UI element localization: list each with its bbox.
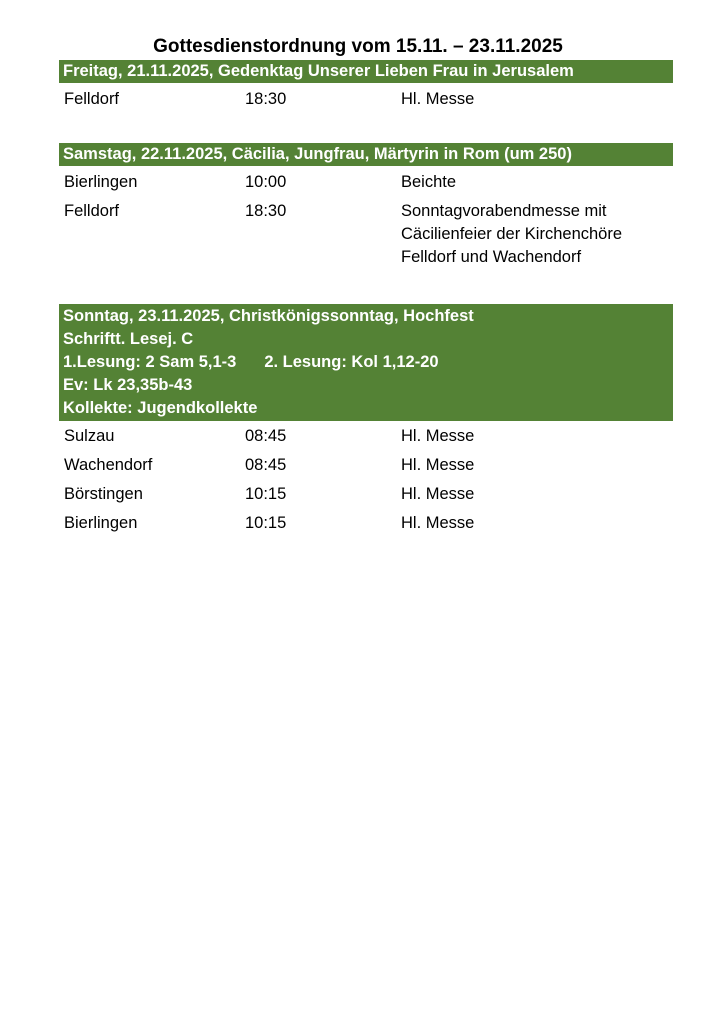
day-header-line: Freitag, 21.11.2025, Gedenktag Unserer Lieben Frau in Jerusalem	[63, 62, 574, 80]
gospel-reading: Ev: Lk 23,35b-43	[63, 376, 193, 394]
service-description-line: Hl. Messe	[401, 427, 475, 445]
service-row	[59, 425, 673, 454]
service-description-line: Hl. Messe	[401, 485, 475, 503]
service-time: 08:45	[245, 427, 287, 445]
service-description-line: Beichte	[401, 173, 457, 191]
service-place: Sulzau	[64, 427, 115, 445]
service-description-line: Hl. Messe	[401, 456, 475, 474]
service-description-line: Sonntagvorabendmesse mit	[401, 202, 607, 220]
service-place: Felldorf	[64, 202, 120, 220]
service-place: Börstingen	[64, 485, 143, 503]
service-description-line: Felldorf und Wachendorf	[401, 248, 582, 266]
service-place: Felldorf	[64, 90, 120, 108]
service-row	[59, 200, 673, 269]
readings-line	[63, 351, 673, 374]
page-title: Gottesdienstordnung vom 15.11. – 23.11.2025	[153, 36, 563, 57]
service-description	[401, 200, 622, 269]
service-row	[59, 88, 673, 111]
service-row	[59, 512, 673, 541]
service-row	[59, 171, 673, 200]
collection-note: Kollekte: Jugendkollekte	[63, 399, 258, 417]
service-description	[401, 425, 474, 448]
service-description	[401, 171, 456, 194]
service-description	[401, 454, 474, 477]
service-time: 10:15	[245, 514, 287, 532]
day-header-line: Sonntag, 23.11.2025, Christkönigssonntag, Hochfest	[63, 307, 474, 325]
service-description	[401, 88, 474, 111]
day-header	[59, 143, 673, 166]
service-description	[401, 512, 474, 535]
service-row	[59, 483, 673, 512]
service-description-line: Hl. Messe	[401, 514, 475, 532]
service-time: 18:30	[245, 90, 287, 108]
service-place: Bierlingen	[64, 514, 138, 532]
service-description-line: Hl. Messe	[401, 90, 475, 108]
service-description	[401, 483, 474, 506]
day-header-line: Schriftt. Lesej. C	[63, 330, 194, 348]
service-time: 10:00	[245, 173, 287, 191]
service-time: 18:30	[245, 202, 287, 220]
service-day-saturday	[59, 143, 673, 269]
service-description-line: Cäcilienfeier der Kirchenchöre	[401, 225, 623, 243]
service-time: 10:15	[245, 485, 287, 503]
service-place: Wachendorf	[64, 456, 153, 474]
day-header	[59, 60, 673, 83]
first-reading: 1.Lesung: 2 Sam 5,1-3	[63, 353, 237, 371]
service-place: Bierlingen	[64, 173, 138, 191]
service-day-friday	[59, 60, 673, 111]
second-reading: 2. Lesung: Kol 1,12-20	[264, 353, 439, 371]
service-day-sunday	[59, 304, 673, 541]
day-header	[59, 304, 673, 421]
service-row	[59, 454, 673, 483]
day-header-line: Samstag, 22.11.2025, Cäcilia, Jungfrau, Märtyrin in Rom (um 250)	[63, 145, 572, 163]
service-time: 08:45	[245, 456, 287, 474]
